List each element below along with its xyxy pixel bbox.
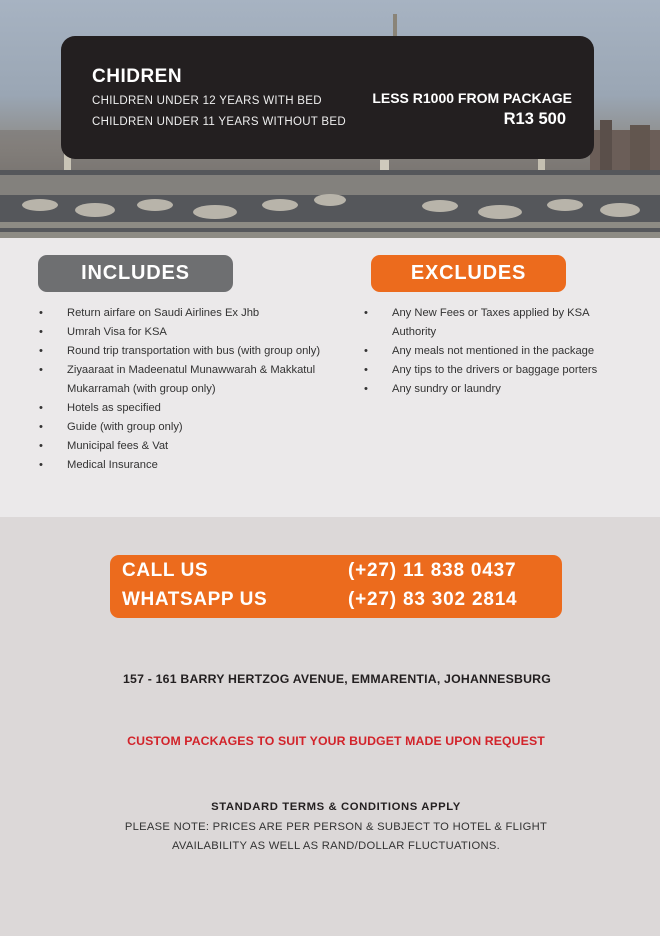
list-item: • Any sundry or laundry bbox=[364, 380, 624, 399]
terms-heading: STANDARD TERMS & CONDITIONS APPLY bbox=[211, 801, 461, 813]
terms-note-line1: PLEASE NOTE: PRICES ARE PER PERSON & SUBJECT TO HOTEL & FLIGHT bbox=[124, 821, 548, 833]
children-title: CHIDREN bbox=[92, 66, 183, 87]
call-label: CALL US bbox=[122, 560, 209, 581]
children-price: R13 500 bbox=[503, 110, 566, 128]
children-with-bed: CHILDREN UNDER 12 YEARS WITH BED bbox=[92, 95, 322, 107]
custom-packages-notice: CUSTOM PACKAGES TO SUIT YOUR BUDGET MADE UPON REQUEST bbox=[127, 734, 545, 748]
contact-box bbox=[110, 555, 562, 618]
list-item: • Any meals not mentioned in the package bbox=[364, 342, 624, 361]
list-item: • Medical Insurance bbox=[39, 456, 349, 475]
whatsapp-number-link[interactable]: (+27) 83 302 2814 bbox=[348, 589, 518, 610]
terms-note-line2: AVAILABILITY AS WELL AS RAND/DOLLAR FLUCTUATIONS. bbox=[171, 840, 501, 852]
call-number-link[interactable]: (+27) 11 838 0437 bbox=[348, 560, 517, 581]
list-item: • Round trip transportation with bus (with group only) bbox=[39, 342, 349, 361]
includes-heading: INCLUDES bbox=[38, 255, 233, 292]
list-item: • Ziyaaraat in Madeenatul Munawwarah & Makkatul Mukarramah (with group only) bbox=[39, 361, 349, 399]
list-item: • Umrah Visa for KSA bbox=[39, 323, 349, 342]
address: 157 - 161 BARRY HERTZOG AVENUE, EMMARENTIA, JOHANNESBURG bbox=[123, 672, 551, 686]
excludes-list bbox=[364, 304, 624, 399]
children-pricing-box bbox=[61, 36, 594, 159]
whatsapp-label: WHATSAPP US bbox=[122, 589, 268, 610]
excludes-heading: EXCLUDES bbox=[371, 255, 566, 292]
includes-list bbox=[39, 304, 349, 475]
children-discount: LESS R1000 FROM PACKAGE bbox=[372, 90, 572, 106]
list-item: • Any tips to the drivers or baggage porters bbox=[364, 361, 624, 380]
children-without-bed: CHILDREN UNDER 11 YEARS WITHOUT BED bbox=[92, 116, 346, 128]
list-item: • Any New Fees or Taxes applied by KSA Authority bbox=[364, 304, 624, 342]
list-item: • Return airfare on Saudi Airlines Ex Jhb bbox=[39, 304, 349, 323]
list-item: • Municipal fees & Vat bbox=[39, 437, 349, 456]
list-item: • Guide (with group only) bbox=[39, 418, 349, 437]
list-item: • Hotels as specified bbox=[39, 399, 349, 418]
